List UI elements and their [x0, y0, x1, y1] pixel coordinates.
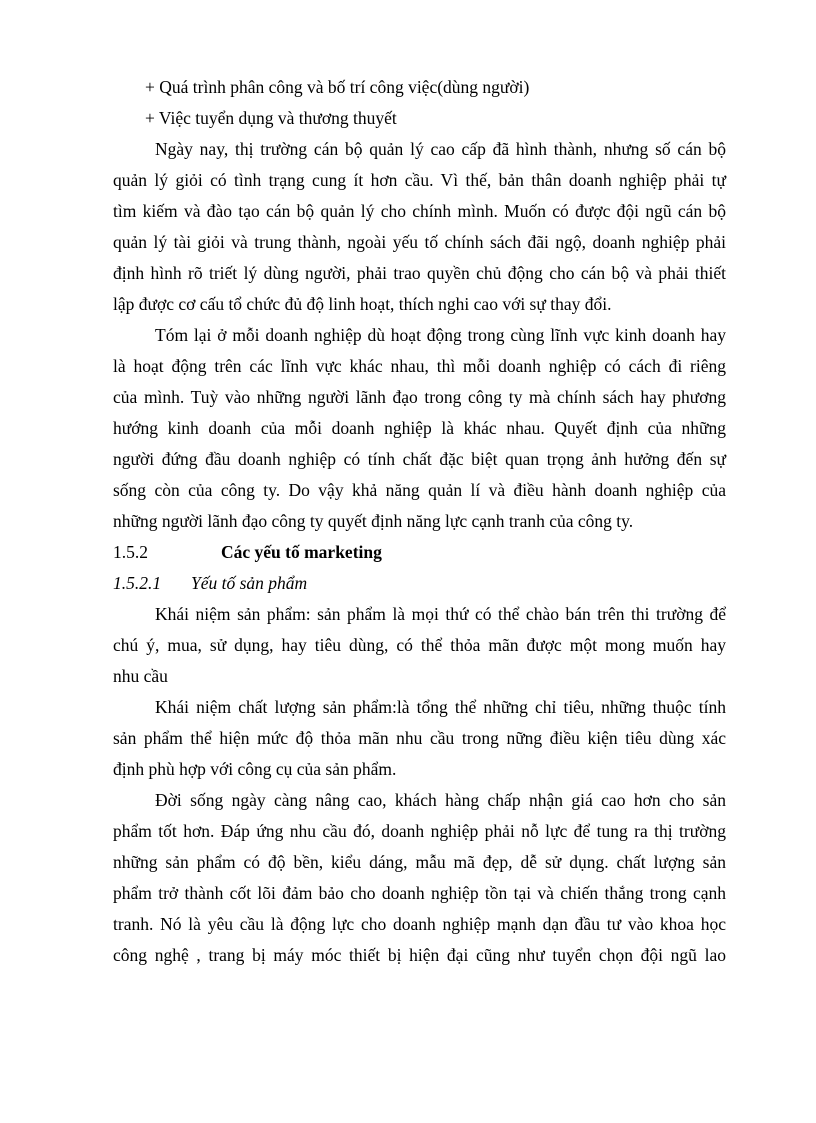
subsection-title: Yếu tố sản phẩm: [191, 573, 308, 593]
paragraph-line: của mình. Tuỳ vào những người lãnh đạo trong công ty mà chính sách hay phương: [113, 387, 726, 407]
paragraph-line: Đời sống ngày càng nâng cao, khách hàng chấp nhận giá cao hơn cho sản: [155, 790, 726, 810]
paragraph-line: Khái niệm sản phẩm: sản phẩm là mọi thứ có thể chào bán trên thi trường để: [155, 604, 726, 624]
bullet-item: + Quá trình phân công và bố trí công việc(dùng người): [145, 77, 530, 97]
paragraph-line: tìm kiếm và đào tạo cán bộ quản lý cho chính mình. Muốn có được đội ngũ cán bộ: [113, 201, 726, 221]
paragraph-line: lập được cơ cấu tổ chức đủ độ linh hoạt, thích nghi cao với sự thay đổi.: [113, 294, 612, 314]
paragraph-line: những người lãnh đạo công ty quyết định năng lực cạnh tranh của công ty.: [113, 511, 634, 531]
paragraph-line: người đứng đầu doanh nghiệp có tính chất đặc biệt quan trọng ảnh hưởng đến sự: [113, 449, 726, 469]
paragraph-management: [113, 134, 726, 320]
paragraph-line: phẩm trở thành cốt lõi đảm bảo cho doanh nghiệp tồn tại và chiến thắng trong cạnh: [113, 883, 726, 903]
paragraph-line: hướng kinh doanh của mỗi doanh nghiệp là khác nhau. Quyết định của những: [113, 418, 726, 438]
subsection-number: 1.5.2.1: [113, 573, 162, 593]
subsection-heading: [113, 568, 726, 599]
paragraph-summary: [113, 320, 726, 537]
paragraph-product-concept: [113, 599, 726, 692]
section-title: Các yếu tố marketing: [221, 542, 382, 562]
paragraph-line: định hình rõ triết lý dùng người, phải trao quyền chủ động cho cán bộ và phải thiết: [113, 263, 726, 283]
bullet-item: + Việc tuyển dụng và thương thuyết: [145, 108, 397, 128]
paragraph-line: chú ý, mua, sử dụng, hay tiêu dùng, có thể thỏa mãn được một mong muốn hay: [113, 635, 726, 655]
paragraph-line: Ngày nay, thị trường cán bộ quản lý cao cấp đã hình thành, nhưng số cán bộ: [155, 139, 726, 159]
paragraph-line: Khái niệm chất lượng sản phẩm:là tổng thể những chỉ tiêu, những thuộc tính: [155, 697, 726, 717]
paragraph-living-standards: [113, 785, 726, 971]
paragraph-line: phẩm tốt hơn. Đáp ứng nhu cầu đó, doanh nghiệp phải nỗ lực để tung ra thị trường: [113, 821, 726, 841]
paragraph-line: những sản phẩm có độ bền, kiểu dáng, mẫu mã đẹp, dễ sử dụng. chất lượng sản: [113, 852, 726, 872]
paragraph-line: công nghệ , trang bị máy móc thiết bị hiện đại cũng như tuyển chọn đội ngũ lao: [113, 945, 726, 965]
paragraph-line: quản lý giỏi có tình trạng cung ít hơn cầu. Vì thế, bản thân doanh nghiệp phải tự: [113, 170, 726, 190]
paragraph-line: định phù hợp với công cụ của sản phẩm.: [113, 759, 397, 779]
paragraph-line: Tóm lại ở mỗi doanh nghiệp dù hoạt động trong cùng lĩnh vực kinh doanh hay: [155, 325, 726, 345]
paragraph-line: là hoạt động trên các lĩnh vực khác nhau, thì mỗi doanh nghiệp có cách đi riêng: [113, 356, 726, 376]
paragraph-line: nhu cầu: [113, 666, 168, 686]
paragraph-line: sản phẩm thể hiện mức độ thỏa mãn nhu cầu trong nững điều kiện tiêu dùng xác: [113, 728, 726, 748]
paragraph-line: quản lý tài giỏi và trung thành, ngoài yếu tố chính sách đãi ngộ, doanh nghiệp phải: [113, 232, 726, 252]
paragraph-line: sống còn của công ty. Do vậy khả năng quản lí và điều hành doanh nghiệp của: [113, 480, 726, 500]
paragraph-product-quality: [113, 692, 726, 785]
paragraph-line: tranh. Nó là yêu cầu là động lực cho doanh nghiệp mạnh dạn đầu tư vào khoa học: [113, 914, 726, 934]
section-heading: [113, 537, 726, 568]
section-number: 1.5.2: [113, 542, 148, 562]
